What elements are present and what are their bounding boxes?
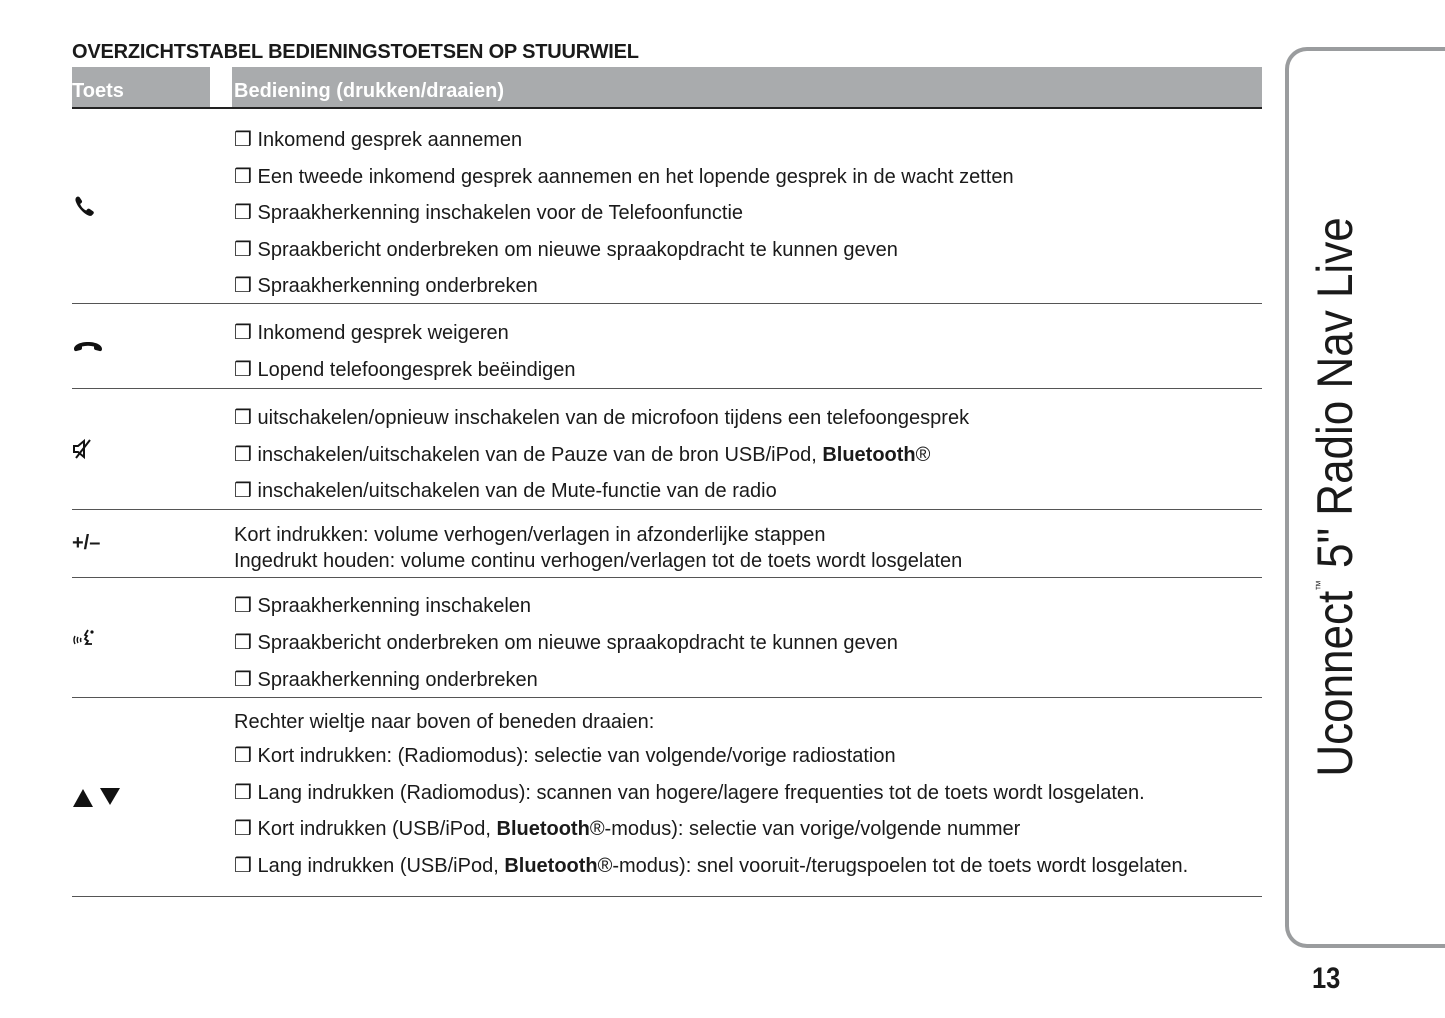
intro-text: Rechter wieltje naar boven of beneden draaien: — [234, 711, 655, 733]
volume-key-label: +/– — [72, 532, 101, 554]
list-item — [234, 437, 1262, 474]
list-item — [234, 473, 1262, 510]
up-down-arrows-icon — [72, 785, 122, 809]
list-item — [234, 775, 1262, 812]
text: Inkomend gesprek aannemen — [257, 129, 523, 151]
table-row — [72, 510, 1262, 578]
operation-cell — [234, 578, 1262, 699]
voice-command-icon — [72, 626, 98, 650]
list-item — [234, 848, 1262, 885]
checkbox-bullet-icon: ❒ — [234, 165, 258, 188]
text: ® — [915, 443, 931, 466]
operation-cell — [234, 304, 1262, 389]
list-item — [234, 662, 1262, 699]
checkbox-bullet-icon: ❒ — [234, 443, 258, 466]
mute-icon — [72, 438, 94, 460]
list-item — [234, 315, 1262, 352]
phone-hangup-icon — [72, 338, 104, 354]
operation-cell — [234, 110, 1262, 305]
text: Lopend telefoongesprek beëindigen — [257, 359, 576, 381]
key-cell — [72, 578, 210, 697]
text: Spraakherkenning inschakelen — [257, 595, 532, 617]
list-item — [234, 522, 1262, 548]
list-item — [234, 811, 1262, 848]
page-number: 13 — [1312, 962, 1341, 995]
checkbox-bullet-icon: ❒ — [234, 238, 258, 261]
list-item — [234, 232, 1262, 269]
checkbox-bullet-icon: ❒ — [234, 632, 258, 654]
list-item — [234, 738, 1262, 775]
checkbox-bullet-icon: ❒ — [234, 854, 258, 877]
text: Spraakherkenning inschakelen voor de Telefoonfunctie — [257, 202, 744, 224]
checkbox-bullet-icon: ❒ — [234, 745, 258, 767]
list-item — [234, 548, 1262, 574]
list-item — [234, 625, 1262, 662]
bold-text: Bluetooth — [822, 443, 916, 466]
checkbox-bullet-icon: ❒ — [234, 595, 258, 617]
list-item — [234, 159, 1262, 196]
table-row — [72, 698, 1262, 897]
checkbox-bullet-icon: ❒ — [234, 781, 258, 804]
text: Spraakherkenning onderbreken — [257, 275, 538, 297]
key-cell — [72, 510, 210, 577]
operation-cell — [234, 389, 1262, 510]
column-header-key: Toets — [72, 67, 210, 109]
key-cell — [72, 304, 210, 388]
key-cell — [72, 389, 210, 509]
bold-text: Bluetooth — [504, 854, 598, 877]
text: Inkomend gesprek weigeren — [257, 322, 509, 344]
table-title: OVERZICHTSTABEL BEDIENINGSTOETSEN OP STUURWIEL — [72, 41, 639, 63]
chapter-title — [1306, 217, 1364, 776]
text: Lang indrukken (Radiomodus): scannen van hogere/lagere frequenties tot de toets wordt losgelaten. — [257, 781, 1145, 804]
text: Een tweede inkomend gesprek aannemen en het lopende gesprek in de wacht zetten — [257, 165, 1014, 188]
list-item — [234, 400, 1262, 437]
text: Kort indrukken: volume verhogen/verlagen in afzonderlijke stappen — [234, 524, 826, 546]
bold-text: Bluetooth — [496, 818, 590, 840]
chapter-brand: Uconnect — [1307, 590, 1363, 777]
checkbox-bullet-icon: ❒ — [234, 129, 258, 151]
text: uitschakelen/opnieuw inschakelen van de microfoon tijdens een telefoongesprek — [257, 407, 970, 429]
checkbox-bullet-icon: ❒ — [234, 322, 258, 344]
checkbox-bullet-icon: ❒ — [234, 407, 258, 429]
list-item — [234, 268, 1262, 305]
text: Spraakherkenning onderbreken — [257, 669, 538, 691]
column-header-operation: Bediening (drukken/draaien) — [232, 67, 1262, 109]
checkbox-bullet-icon: ❒ — [234, 202, 258, 224]
list-item — [234, 195, 1262, 232]
text: inschakelen/uitschakelen van de Pauze van de bron USB/iPod, — [257, 443, 823, 466]
list-item — [234, 122, 1262, 159]
checkbox-bullet-icon: ❒ — [234, 275, 258, 297]
checkbox-bullet-icon: ❒ — [234, 480, 258, 502]
header-rule — [210, 107, 232, 109]
trademark: ™ — [1313, 580, 1327, 591]
checkbox-bullet-icon: ❒ — [234, 359, 258, 381]
table-row — [72, 578, 1262, 698]
key-cell — [72, 698, 210, 896]
text: Kort indrukken: (Radiomodus): selectie van volgende/vorige radiostation — [257, 745, 896, 767]
text: Kort indrukken (USB/iPod, — [257, 818, 497, 840]
list-item — [234, 588, 1262, 625]
operation-cell — [234, 510, 1262, 574]
text: ®-modus): snel vooruit-/terugspoelen tot de toets wordt losgelaten. — [597, 854, 1189, 877]
chapter-name: 5" Radio Nav Live — [1307, 217, 1363, 581]
checkbox-bullet-icon: ❒ — [234, 818, 258, 840]
phone-answer-icon — [72, 194, 98, 220]
operation-cell — [234, 698, 1262, 884]
text: Spraakbericht onderbreken om nieuwe spraakopdracht te kunnen geven — [257, 238, 898, 261]
checkbox-bullet-icon: ❒ — [234, 669, 258, 691]
text: Lang indrukken (USB/iPod, — [257, 854, 505, 877]
key-cell — [72, 110, 210, 303]
table-row — [72, 110, 1262, 304]
table-row — [72, 389, 1262, 510]
list-item — [234, 352, 1262, 389]
text: Ingedrukt houden: volume continu verhogen/verlagen tot de toets wordt losgelaten — [234, 550, 963, 572]
text: ®-modus): selectie van vorige/volgende nummer — [589, 818, 1021, 840]
text: inschakelen/uitschakelen van de Mute-functie van de radio — [257, 480, 777, 502]
table-row — [72, 304, 1262, 389]
text: Spraakbericht onderbreken om nieuwe spraakopdracht te kunnen geven — [257, 632, 898, 654]
